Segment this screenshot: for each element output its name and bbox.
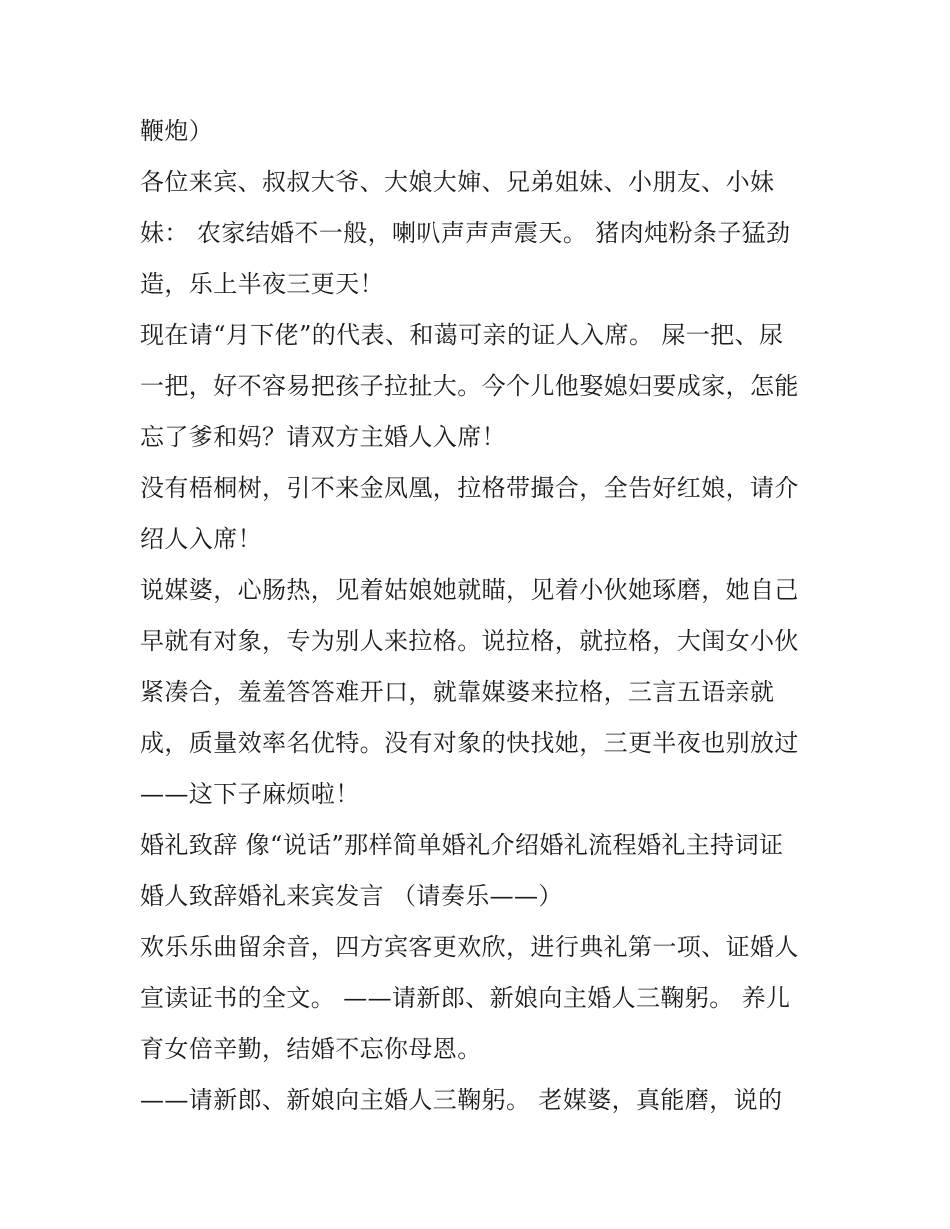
text-line: 现在请“月下佬”的代表、和蔼可亲的证人入席。 屎一把、尿	[140, 321, 784, 349]
text-line: 成，质量效率名优特。没有对象的快找她，三更半夜也别放过	[140, 729, 799, 757]
text-line: 鞭炮）	[140, 117, 214, 145]
text-line: 绍人入席！	[140, 525, 262, 553]
text-line: 没有梧桐树，引不来金凤凰，拉格带撮合，全告好红娘，请介	[140, 474, 799, 502]
text-line: ——这下子麻烦啦！	[140, 780, 360, 808]
text-line: 说媒婆，心肠热，见着姑娘她就瞄，见着小伙她琢磨，她自己	[140, 576, 799, 604]
text-line: 造，乐上半夜三更天！	[140, 270, 384, 298]
text-line: 宣读证书的全文。 ——请新郎、新娘向主婚人三鞠躬。 养儿	[140, 984, 791, 1012]
text-line: 婚礼致辞 像“说话”那样简单婚礼介绍婚礼流程婚礼主持词证	[140, 831, 784, 859]
text-line: 紧凑合，羞羞答答难开口，就靠媒婆来拉格，三言五语亲就	[140, 678, 775, 706]
document-body	[140, 106, 820, 1126]
text-line: 各位来宾、叔叔大爷、大娘大婶、兄弟姐妹、小朋友、小妹	[140, 168, 775, 196]
text-line: ——请新郎、新娘向主婚人三鞠躬。 老媒婆，真能磨，说的	[140, 1086, 783, 1114]
text-line: 忘了爹和妈？请双方主婚人入席！	[140, 423, 506, 451]
text-line: 一把，好不容易把孩子拉扯大。今个儿他娶媳妇要成家，怎能	[140, 372, 799, 400]
text-line: 早就有对象，专为别人来拉格。说拉格，就拉格，大闺女小伙	[140, 627, 799, 655]
text-line: 妹： 农家结婚不一般，喇叭声声声震天。 猪肉炖粉条子猛劲	[140, 219, 791, 247]
text-line: 育女倍辛勤，结婚不忘你母恩。	[140, 1035, 482, 1063]
text-line: 欢乐乐曲留余音，四方宾客更欢欣，进行典礼第一项、证婚人	[140, 933, 799, 961]
text-line: 婚人致辞婚礼来宾发言 （请奏乐——）	[140, 882, 563, 910]
